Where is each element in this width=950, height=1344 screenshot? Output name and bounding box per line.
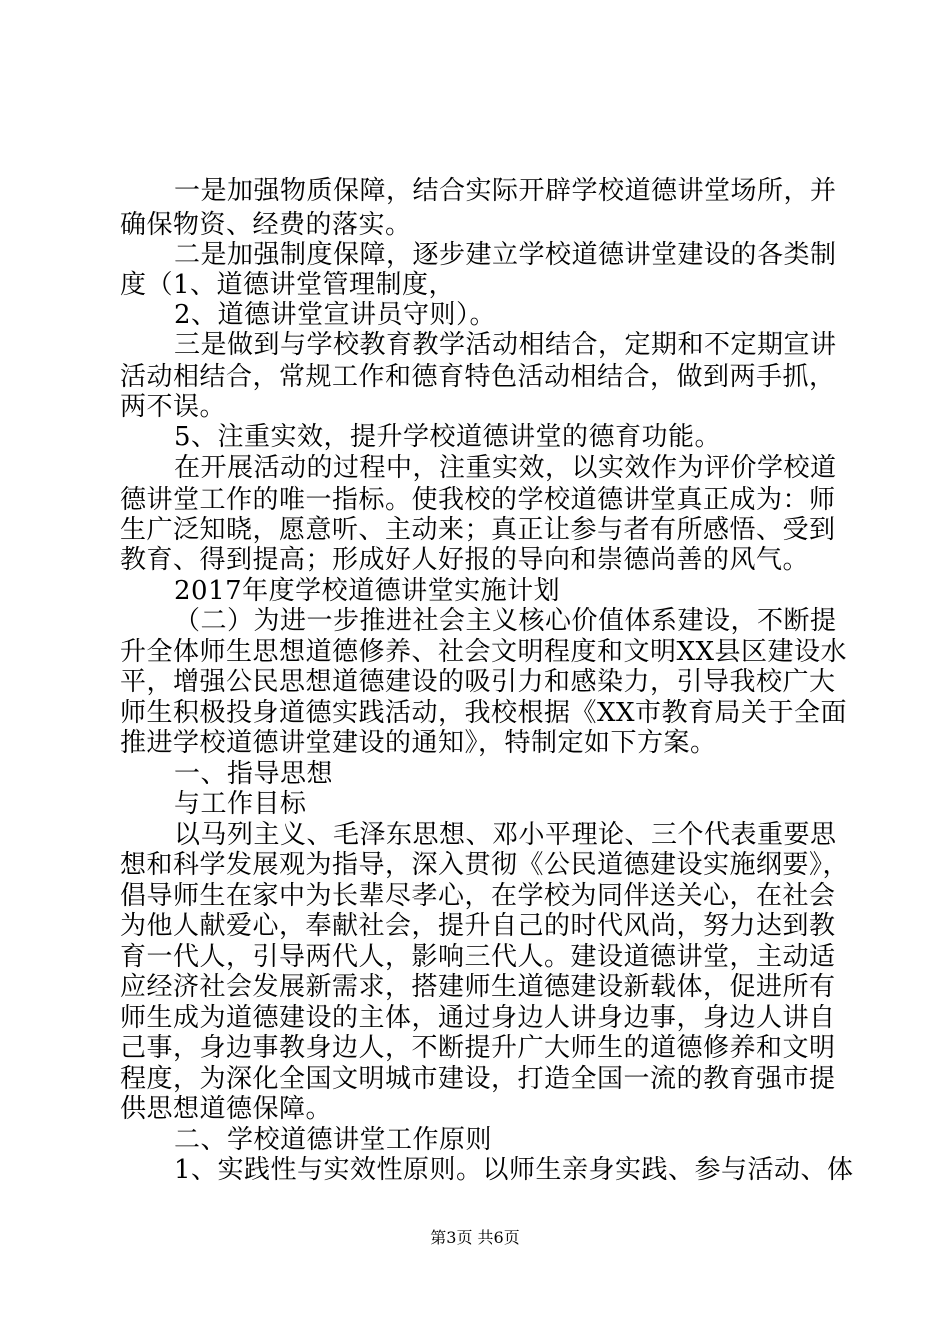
- text-line: 活动相结合，常规工作和德育特色活动相结合，做到两手抓，: [120, 362, 836, 392]
- text-line: 供思想道德保障。: [120, 1094, 333, 1124]
- text-line: 德讲堂工作的唯一指标。使我校的学校道德讲堂真正成为：师: [120, 485, 836, 515]
- text-line: 教育、得到提高；形成好人好报的导向和崇德尚善的风气。: [120, 545, 810, 575]
- text-line: 己事，身边事教身边人，不断提升广大师生的道德修养和文明: [120, 1033, 836, 1063]
- text-line: 确保物资、经费的落实。: [120, 210, 412, 240]
- text-line: 2、道德讲堂宣讲员守则）。: [174, 300, 497, 330]
- text-line: 育一代人，引导两代人，影响三代人。建设道德讲堂，主动适: [120, 942, 836, 972]
- text-line: 以马列主义、毛泽东思想、邓小平理论、三个代表重要思: [174, 820, 837, 850]
- text-line: 度（1、道德讲堂管理制度，: [120, 270, 456, 300]
- text-line: 应经济社会发展新需求，搭建师生道德建设新载体，促进所有: [120, 972, 836, 1002]
- text-line: 想和科学发展观为指导，深入贯彻《公民道德建设实施纲要》，: [120, 850, 850, 880]
- text-line: 程度，为深化全国文明城市建设，打造全国一流的教育强市提: [120, 1064, 836, 1094]
- text-line: 5、注重实效，提升学校道德讲堂的德育功能。: [174, 422, 722, 452]
- text-line: 升全体师生思想道德修养、社会文明程度和文明XX县区建设水: [120, 637, 848, 667]
- text-line: 师生积极投身道德实践活动，我校根据《XX市教育局关于全面: [120, 698, 848, 728]
- section-heading: 一、指导思想: [174, 759, 334, 789]
- text-line: 1、实践性与实效性原则。以师生亲身实践、参与活动、体: [174, 1155, 854, 1185]
- text-line: 二是加强制度保障，逐步建立学校道德讲堂建设的各类制: [174, 240, 837, 270]
- text-line: （二）为进一步推进社会主义核心价值体系建设，不断提: [174, 606, 837, 636]
- text-line: 两不误。: [120, 392, 227, 422]
- text-line: 生广泛知晓，愿意听、主动来；真正让参与者有所感悟、受到: [120, 515, 836, 545]
- text-line: 为他人献爱心，奉献社会，提升自己的时代风尚，努力达到教: [120, 911, 836, 941]
- text-line: 倡导师生在家中为长辈尽孝心，在学校为同伴送关心，在社会: [120, 881, 836, 911]
- text-line: 在开展活动的过程中，注重实效，以实效作为评价学校道: [174, 453, 837, 483]
- section-heading: 二、学校道德讲堂工作原则: [174, 1125, 493, 1155]
- text-line: 三是做到与学校教育教学活动相结合，定期和不定期宣讲: [174, 330, 837, 360]
- section-title: 2017年度学校道德讲堂实施计划: [174, 576, 561, 606]
- section-heading: 与工作目标: [174, 789, 307, 819]
- text-line: 推进学校道德讲堂建设的通知》，特制定如下方案。: [120, 728, 717, 758]
- text-line: 平，增强公民思想道德建设的吸引力和感染力，引导我校广大: [120, 667, 836, 697]
- text-line: 师生成为道德建设的主体，通过身边人讲身边事，身边人讲自: [120, 1003, 836, 1033]
- page-number: 第3页 共6页: [430, 1228, 520, 1247]
- text-line: 一是加强物质保障，结合实际开辟学校道德讲堂场所，并: [174, 176, 837, 206]
